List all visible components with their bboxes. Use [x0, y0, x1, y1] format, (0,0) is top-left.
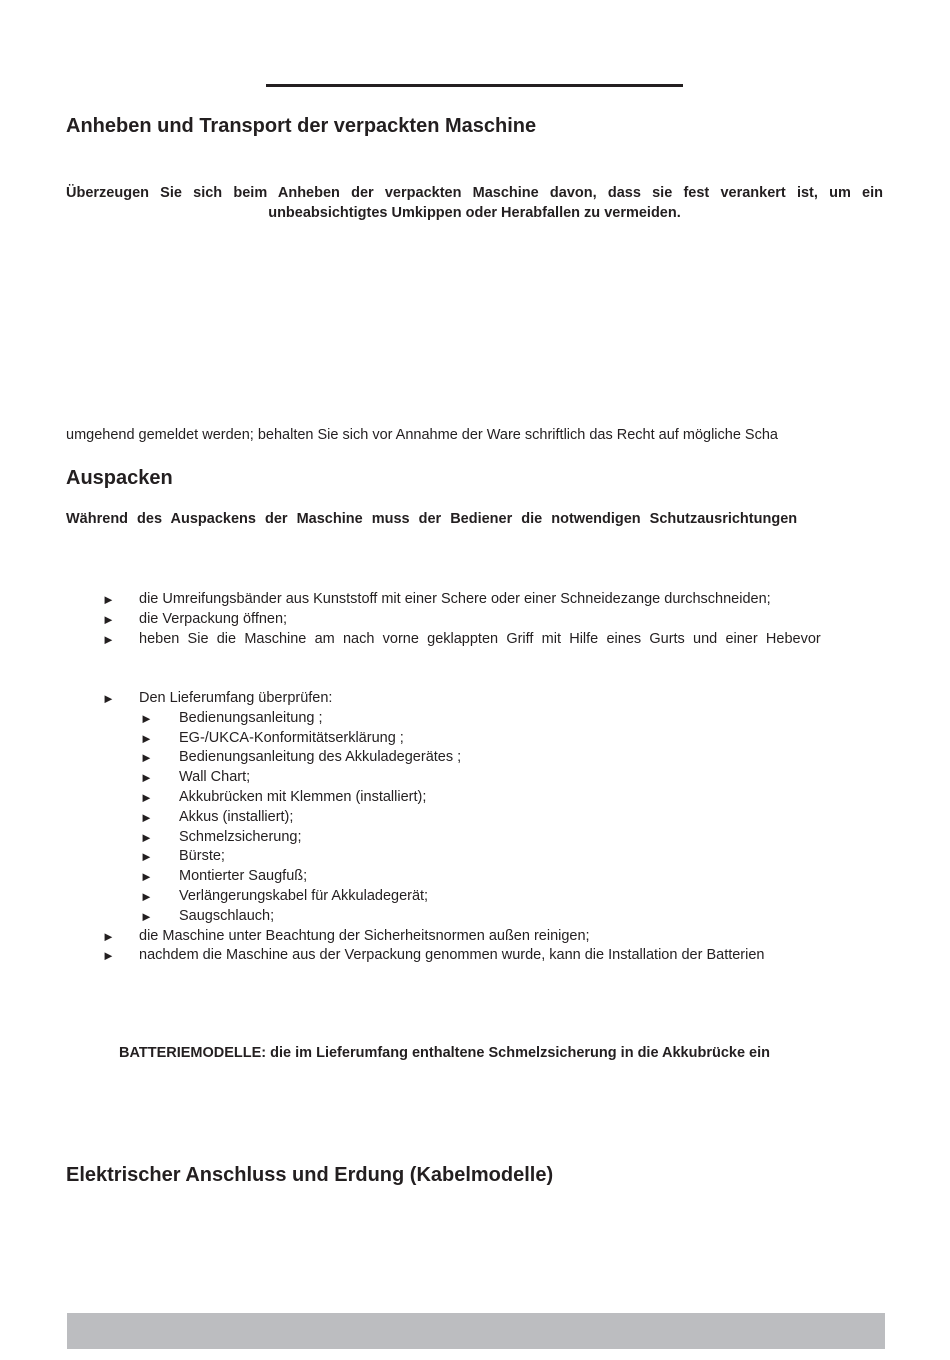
bullet-arrow-icon: ► — [102, 611, 115, 627]
sub-list-item — [102, 709, 883, 729]
list-item — [102, 630, 883, 650]
unpacking-steps-list — [102, 590, 883, 649]
unpacking-warning: Während des Auspackens der Maschine muss der Bediener die notwendigen Schutzausrichtungen — [66, 511, 798, 527]
sub-list-item — [102, 808, 883, 828]
list-item — [102, 590, 883, 610]
sub-list-item — [102, 887, 883, 907]
list-item-text: Bedienungsanleitung ; — [179, 709, 323, 726]
bullet-arrow-icon: ► — [140, 710, 153, 726]
list-item-text: Den Lieferumfang überprüfen: — [139, 690, 333, 706]
section-heading-electrical: Elektrischer Anschluss und Erdung (Kabelmodelle) — [66, 1164, 554, 1186]
footer-bar — [67, 1313, 885, 1349]
list-item-text: Bedienungsanleitung des Akkuladegerätes ; — [179, 749, 462, 766]
bullet-arrow-icon: ► — [140, 829, 153, 845]
list-item-text: Verlängerungskabel für Akkuladegerät; — [179, 887, 429, 904]
bullet-arrow-icon: ► — [140, 770, 153, 786]
sub-list-item — [102, 788, 883, 808]
sub-list-item — [102, 907, 883, 927]
list-item-text: die Umreifungsbänder aus Kunststoff mit einer Schere oder einer Schneidezange durchschneiden; — [139, 591, 771, 607]
section-heading-unpacking: Auspacken — [66, 467, 173, 489]
sub-list-item — [102, 748, 883, 768]
top-rule — [266, 84, 683, 87]
bullet-arrow-icon: ► — [102, 928, 115, 944]
sub-list-item — [102, 729, 883, 749]
bullet-arrow-icon: ► — [102, 631, 115, 647]
delivery-check-list — [102, 689, 883, 966]
list-item-text: nachdem die Maschine aus der Verpackung genommen wurde, kann die Installation der Batterien — [139, 947, 765, 964]
bullet-arrow-icon: ► — [102, 691, 115, 706]
sub-list-item — [102, 847, 883, 867]
sub-list-item — [102, 867, 883, 887]
bullet-arrow-icon: ► — [140, 908, 153, 924]
bullet-arrow-icon: ► — [140, 730, 153, 746]
bullet-arrow-icon: ► — [140, 888, 153, 904]
list-item — [102, 927, 883, 947]
bullet-arrow-icon: ► — [102, 948, 115, 964]
sub-list-item — [102, 828, 883, 848]
list-item-text: Bürste; — [179, 848, 225, 865]
list-item-text: Akkus (installiert); — [179, 808, 294, 825]
bullet-arrow-icon: ► — [140, 809, 153, 825]
sub-list-item — [102, 768, 883, 788]
list-item-text: Schmelzsicherung; — [179, 828, 302, 845]
bullet-arrow-icon: ► — [102, 592, 115, 607]
list-item-text: Akkubrücken mit Klemmen (installiert); — [179, 788, 427, 805]
list-item-text: die Verpackung öffnen; — [139, 610, 288, 627]
lifting-warning: Überzeugen Sie sich beim Anheben der verpackten Maschine davon, dass sie fest verankert ist, um ein unbeabsichtigtes Umkippen oder Herabfallen zu vermeiden. — [66, 185, 883, 221]
list-item-text: Montierter Saugfuß; — [179, 868, 308, 885]
bullet-arrow-icon: ► — [140, 750, 153, 766]
bullet-arrow-icon: ► — [140, 849, 153, 865]
list-item-text: Saugschlauch; — [179, 907, 275, 924]
list-item — [102, 610, 883, 630]
list-item-text: heben Sie die Maschine am nach vorne geklappten Griff mit Hilfe eines Gurts und einer Hebevor — [139, 630, 821, 647]
list-item — [102, 689, 883, 709]
section-heading-lifting: Anheben und Transport der verpackten Maschine — [66, 115, 537, 137]
list-item-text: Wall Chart; — [179, 769, 251, 786]
bullet-arrow-icon: ► — [140, 789, 153, 805]
list-item-text: die Maschine unter Beachtung der Sicherheitsnormen außen reinigen; — [139, 927, 590, 944]
list-item — [102, 946, 883, 966]
damage-note: umgehend gemeldet werden; behalten Sie sich vor Annahme der Ware schriftlich das Recht auf mögliche Scha — [66, 427, 778, 443]
bullet-arrow-icon: ► — [140, 869, 153, 885]
list-item-text: EG-/UKCA-Konformitätserklärung ; — [179, 729, 404, 746]
battery-models-note: BATTERIEMODELLE: die im Lieferumfang enthaltene Schmelzsicherung in die Akkubrücke ein — [119, 1045, 770, 1061]
